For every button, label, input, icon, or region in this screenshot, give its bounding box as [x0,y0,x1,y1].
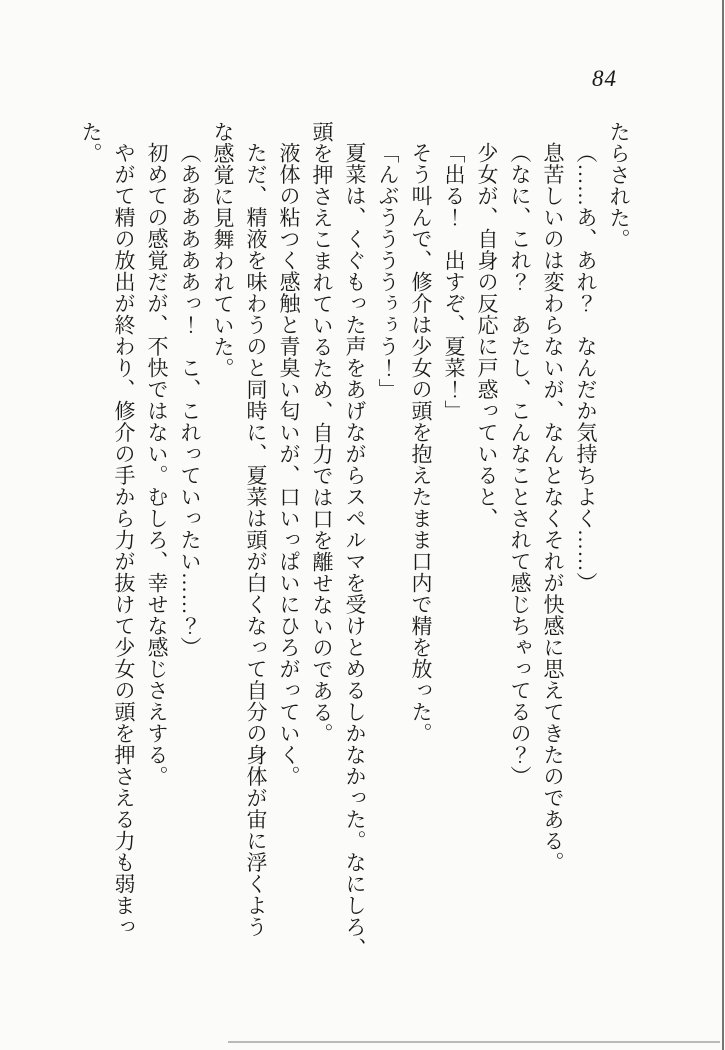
page-edge-bottom-line [228,1041,720,1043]
page-edge-right-line [722,0,724,1050]
text-column-16: やがて精の放出が終わり、修介の手から力が抜けて少女の頭を押さえる力も弱まっ [112,142,136,938]
text-column-3: 息苦しいのは変わらないが、なんとなくそれが快感に思えてきたのである。 [541,142,565,873]
text-column-13: な感覚に見舞われていた。 [211,121,235,379]
text-column-15: 初めての感覚だが、不快ではない。むしろ、幸せな感じさえする。 [145,142,169,787]
text-column-14: （ああああああっ！ こ、これっていったい……？） [178,142,202,658]
text-column-7: そう叫んで、修介は少女の頭を抱えたまま口内で精を放った。 [409,142,433,744]
text-column-1: たらされた。 [607,121,631,250]
text-block [74,121,635,973]
page-number: 84 [592,66,617,91]
text-column-5: 少女が、自身の反応に戸惑っていると、 [475,142,499,529]
text-column-11: 液体の粘つく感触と青臭い匂いが、口いっぱいにひろがっていく。 [277,142,301,787]
text-column-12: ただ、精液を味わうのと同時に、夏菜は頭が白くなって自分の身体が宙に浮くよう [244,142,268,938]
text-column-17: た。 [79,121,103,164]
text-column-6: 「出る！ 出すぞ、夏菜！」 [442,142,466,422]
text-column-4: （なに、これ？ あたし、こんなことされて感じちゃってるの？） [508,142,532,787]
text-column-8: 「んぶううううぅぅう！」 [376,142,400,400]
text-column-2: （……あ、あれ？ なんだか気持ちよく……） [574,142,598,594]
text-column-10: 頭を押さえこまれているため、自力では口を離せないのである。 [310,121,334,745]
text-column-9: 夏菜は、くぐもった声をあげながらスペルマを受けとめるしかなかった。なにしろ、 [343,142,367,959]
